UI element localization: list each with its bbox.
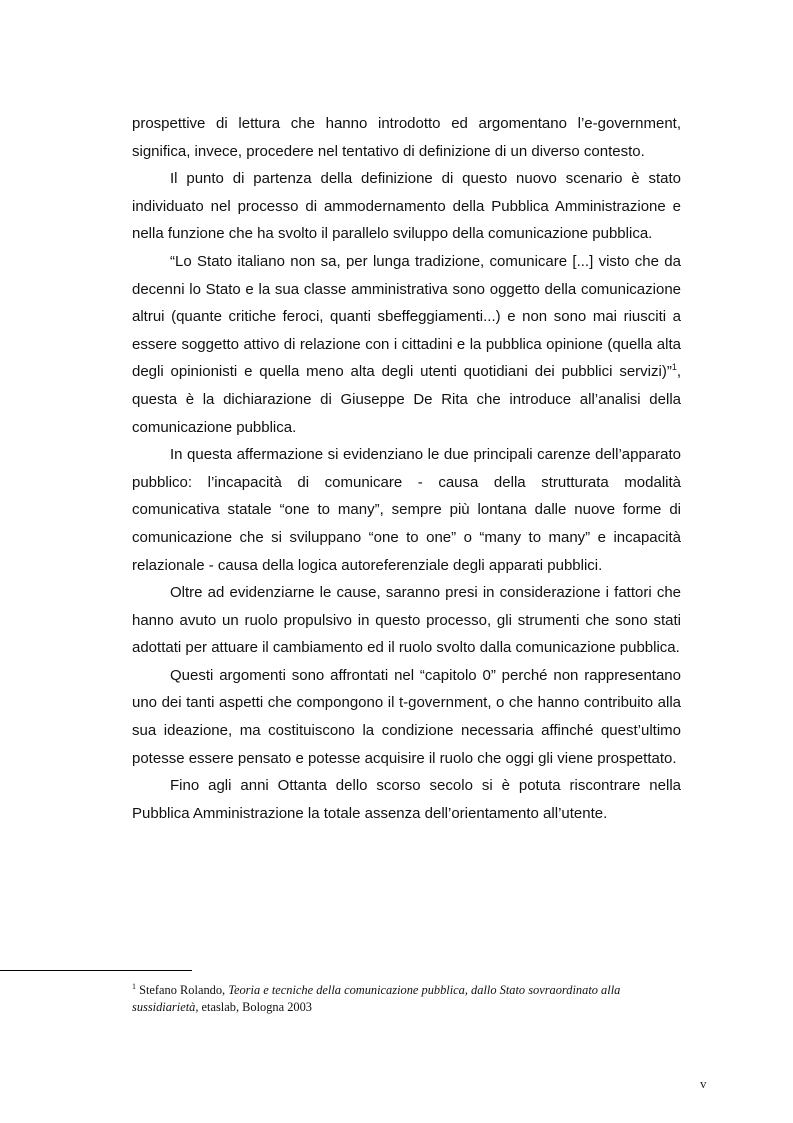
body-text <box>132 110 681 827</box>
quote-text: “Lo Stato italiano non sa, per lunga tradizione, comunicare [...] visto che da decenni lo Stato e la sua classe amministrativa sono oggetto della comunicazione altrui (quante critiche feroci, quanti sbeffeggiamenti...) e non sono mai riusciti a essere soggetto attivo di relazione con i cittadini e la pubblica opinione (quella alta degli opinionisti e quella meno alta degli utenti quotidiani dei pubblici servizi)” <box>132 252 681 381</box>
paragraph-2: Il punto di partenza della definizione di questo nuovo scenario è stato individuato nel processo di ammodernamento della Pubblica Amministrazione e nella funzione che ha svolto il parallelo sviluppo della comunicazione pubblica. <box>132 170 681 243</box>
footnote-title: Teoria e tecniche della comunicazione pubblica, dallo Stato sovraordinato alla sussidiarietà <box>132 983 621 1015</box>
footnote <box>132 978 681 1016</box>
paragraph-4: In questa affermazione si evidenziano le due principali carenze dell’apparato pubblico: l’incapacità di comunicare - causa della strutturata modalità comunicativa statale “one to many”, sempre più lontana dalle nuove forme di comunicazione che si sviluppano “one to one” o “many to many” e incapacità relazionale - causa della logica autoreferenziale degli apparati pubblici. <box>132 446 681 574</box>
paragraph-6: Questi argomenti sono affrontati nel “capitolo 0” perché non rappresentano uno dei tanti aspetti che compongono il t-government, o che hanno contribuito alla sua ideazione, ma costituiscono la condizione necessaria affinché quest’ultimo potesse essere pensato e potesse acquisire il ruolo che oggi gli viene prospettato. <box>132 666 681 767</box>
footnote-publisher: , etaslab, Bologna 2003 <box>195 1000 313 1015</box>
paragraph-3 <box>132 248 681 441</box>
footnote-separator <box>0 970 192 971</box>
paragraph-1: prospettive di lettura che hanno introdotto ed argomentano l’e-government, significa, invece, procedere nel tentativo di definizione di un diverso contesto. <box>132 115 681 160</box>
footnote-number: 1 <box>132 982 136 991</box>
quote-attribution: , questa è la dichiarazione di Giuseppe De Rita che introduce all’analisi della comunicazione pubblica. <box>132 363 681 436</box>
page-number: v <box>700 1076 707 1091</box>
paragraph-5: Oltre ad evidenziarne le cause, saranno presi in considerazione i fattori che hanno avuto un ruolo propulsivo in questo processo, gli strumenti che sono stati adottati per attuare il cambiamento ed il ruolo svolto dalla comunicazione pubblica. <box>132 584 681 657</box>
paragraph-7: Fino agli anni Ottanta dello scorso secolo si è potuta riscontrare nella Pubblica Amministrazione la totale assenza dell’orientamento all’utente. <box>132 777 681 822</box>
footnote-reference[interactable]: 1 <box>671 362 677 373</box>
footnote-author: Stefano Rolando, <box>136 983 229 998</box>
